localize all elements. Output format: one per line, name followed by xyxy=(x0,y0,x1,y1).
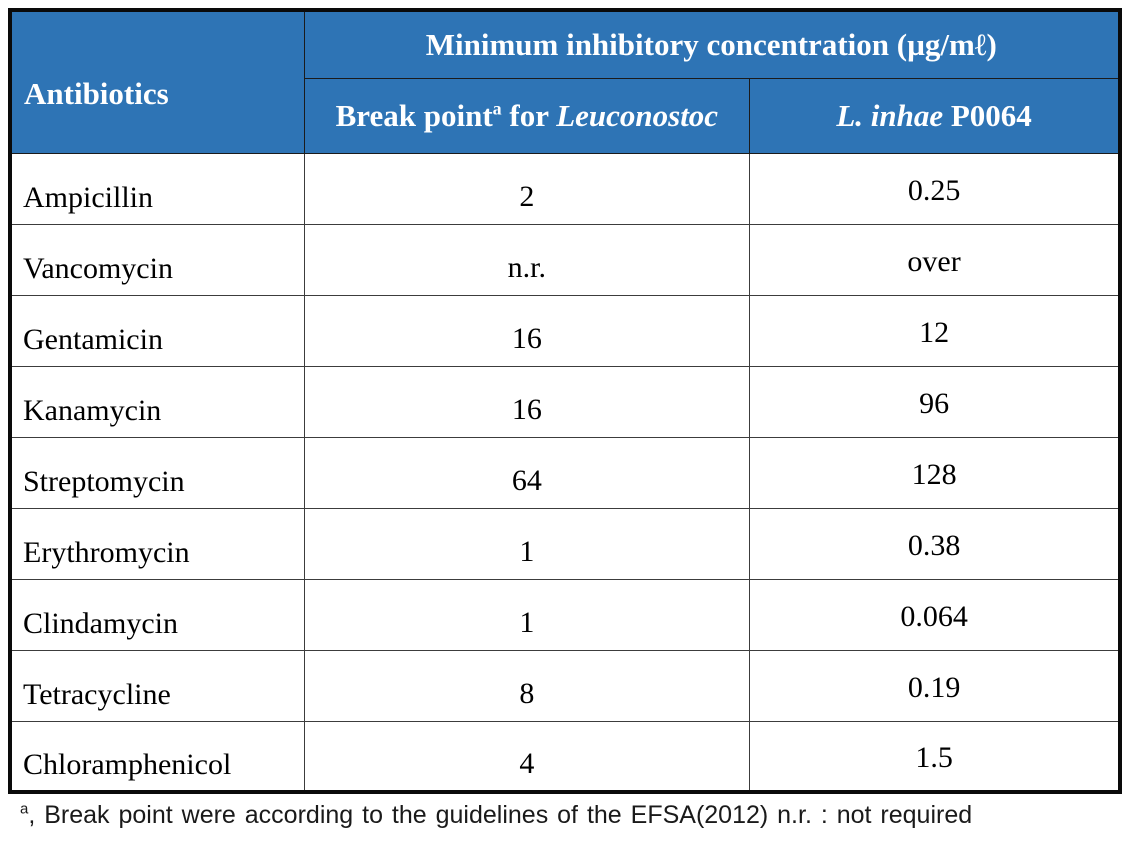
cell-antibiotic: Streptomycin xyxy=(10,437,304,508)
footnote-sup: a xyxy=(20,800,29,818)
cell-mic-value: over xyxy=(750,224,1120,295)
table-row xyxy=(10,508,1120,579)
table-body xyxy=(10,153,1120,792)
cell-antibiotic: Gentamicin xyxy=(10,295,304,366)
cell-mic-value: 0.25 xyxy=(750,153,1120,224)
cell-mic-value: 0.38 xyxy=(750,508,1120,579)
cell-antibiotic: Ampicillin xyxy=(10,153,304,224)
header-breakpoint xyxy=(304,78,750,153)
cell-break-point: 16 xyxy=(304,366,750,437)
cell-mic-value: 12 xyxy=(750,295,1120,366)
cell-break-point: 16 xyxy=(304,295,750,366)
cell-antibiotic: Clindamycin xyxy=(10,579,304,650)
table-row xyxy=(10,153,1120,224)
cell-break-point: 2 xyxy=(304,153,750,224)
footnote xyxy=(20,801,1132,830)
header-antibiotics: Antibiotics xyxy=(10,10,304,153)
cell-break-point: 4 xyxy=(304,721,750,792)
header-breakpoint-prefix: Break point xyxy=(335,97,493,133)
cell-mic-value: 96 xyxy=(750,366,1120,437)
cell-mic-value: 1.5 xyxy=(750,721,1120,792)
cell-antibiotic: Tetracycline xyxy=(10,650,304,721)
cell-antibiotic: Vancomycin xyxy=(10,224,304,295)
table-row xyxy=(10,721,1120,792)
table-row xyxy=(10,579,1120,650)
cell-break-point: 64 xyxy=(304,437,750,508)
cell-break-point: 8 xyxy=(304,650,750,721)
header-mic-title: Minimum inhibitory concentration (µg/mℓ) xyxy=(304,10,1120,78)
cell-mic-value: 0.19 xyxy=(750,650,1120,721)
footnote-text: , Break point were according to the guidelines of the EFSA(2012) n.r. : not required xyxy=(28,801,973,829)
table-header xyxy=(10,10,1120,153)
header-row-title xyxy=(10,10,1120,78)
cell-antibiotic: Chloramphenicol xyxy=(10,721,304,792)
cell-break-point: 1 xyxy=(304,508,750,579)
cell-antibiotic: Kanamycin xyxy=(10,366,304,437)
header-breakpoint-species: Leuconostoc xyxy=(556,97,719,133)
cell-antibiotic: Erythromycin xyxy=(10,508,304,579)
cell-break-point: n.r. xyxy=(304,224,750,295)
header-strain-code: P0064 xyxy=(950,97,1032,133)
cell-mic-value: 128 xyxy=(750,437,1120,508)
table-row xyxy=(10,224,1120,295)
cell-mic-value: 0.064 xyxy=(750,579,1120,650)
header-breakpoint-mid: for xyxy=(509,97,549,133)
table-row xyxy=(10,650,1120,721)
header-breakpoint-sup: a xyxy=(492,98,502,119)
header-strain-species: L. inhae xyxy=(836,97,944,133)
table-row xyxy=(10,437,1120,508)
mic-table xyxy=(8,8,1122,794)
cell-break-point: 1 xyxy=(304,579,750,650)
table-row xyxy=(10,366,1120,437)
header-strain xyxy=(750,78,1120,153)
table-row xyxy=(10,295,1120,366)
